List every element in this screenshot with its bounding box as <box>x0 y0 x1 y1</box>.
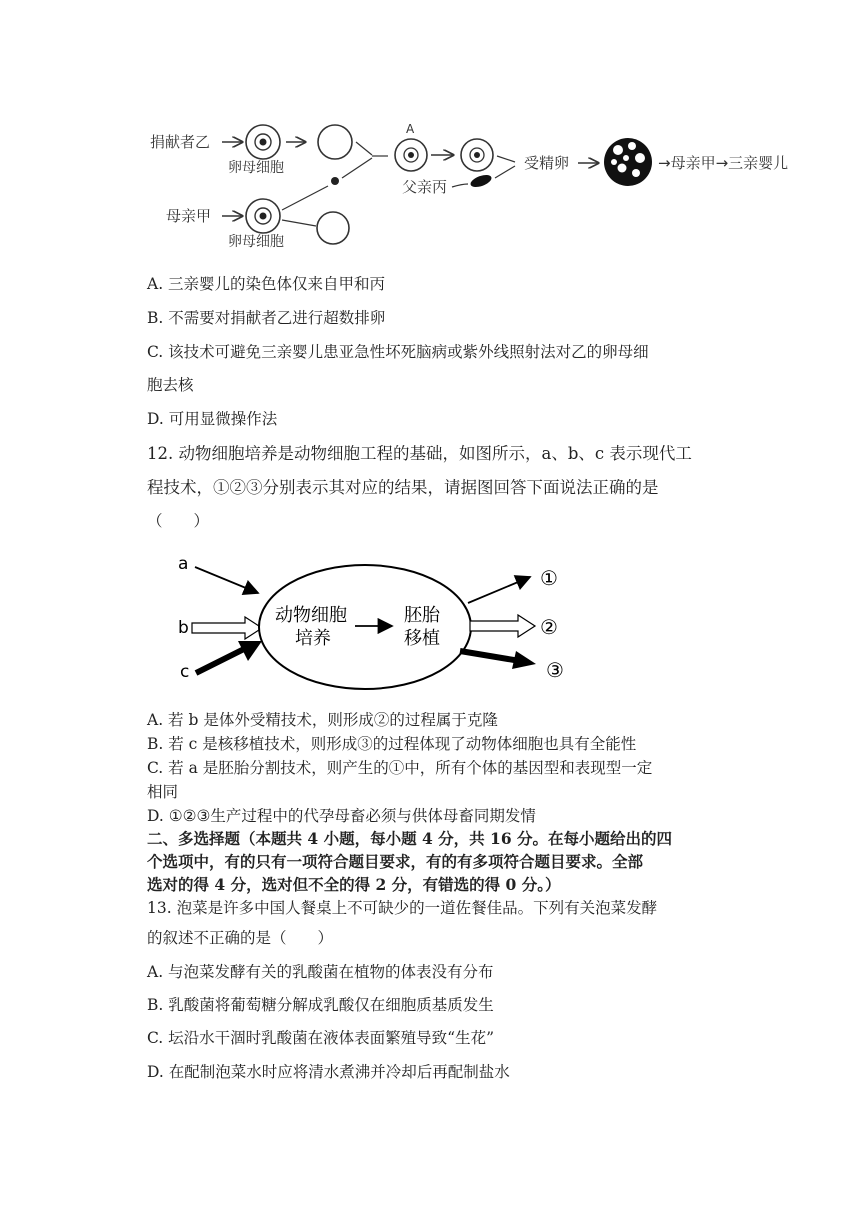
q12-option-d: D. ①②③生产过程中的代孕母畜必须与供体母畜同期发情 <box>147 807 536 825</box>
sperm <box>452 184 468 187</box>
culture-label-1: 动物细胞 <box>275 605 347 626</box>
donor-label: 捐献者乙 <box>150 133 211 151</box>
father-label: 父亲丙 <box>402 178 448 196</box>
result-label: →母亲甲→三亲婴儿 <box>658 154 789 172</box>
mother-nucleus <box>331 177 339 185</box>
input-c-label: c <box>180 662 190 682</box>
result-1: ① <box>540 566 558 590</box>
enucleated-donor-cell <box>318 125 352 159</box>
q12-answer-paren: （ ） <box>147 512 210 530</box>
fertilized-egg-label: 受精卵 <box>524 154 570 172</box>
transfer-label-2: 移植 <box>404 628 440 649</box>
q11-option-c: C. 该技术可避免三亲婴儿患亚急性坏死脑病或紫外线照射法对乙的卵母细 <box>147 343 649 361</box>
q12-option-c-cont: 相同 <box>147 783 179 801</box>
input-b-label: b <box>178 618 189 638</box>
transfer-label-1: 胚胎 <box>404 605 440 626</box>
q13-option-a: A. 与泡菜发酵有关的乳酸菌在植物的体表没有分布 <box>147 963 494 981</box>
q13-option-c: C. 坛沿水干涸时乳酸菌在液体表面繁殖导致“生花” <box>147 1029 495 1047</box>
process-ellipse <box>259 565 471 689</box>
input-a-label: a <box>178 554 189 574</box>
q12-stem-line2: 程技术，①②③分别表示其对应的结果，请据图回答下面说法正确的是 <box>147 478 659 497</box>
mother-label: 母亲甲 <box>166 207 212 225</box>
q12-option-b: B. 若 c 是核移植技术，则形成③的过程体现了动物体细胞也具有全能性 <box>147 735 637 753</box>
result-2: ② <box>540 615 558 639</box>
q11-option-d: D. 可用显微操作法 <box>147 410 278 428</box>
q13-stem-line1: 13. 泡菜是许多中国人餐桌上不可缺少的一道佐餐佳品。下列有关泡菜发酵 <box>147 899 658 917</box>
result-3: ③ <box>546 658 564 682</box>
q13-option-b: B. 乳酸菌将葡萄糖分解成乳酸仅在细胞质基质发生 <box>147 996 494 1014</box>
q12-stem-line1: 12. 动物细胞培养是动物细胞工程的基础，如图所示，a、b、c 表示现代工 <box>147 444 692 463</box>
animal-cell-engineering-diagram <box>0 545 860 705</box>
section2-heading-line1: 二、多选择题（本题共 4 小题，每小题 4 分，共 16 分。在每小题给出的四 <box>147 829 673 848</box>
oocyte-label-1: 卵母细胞 <box>228 160 284 176</box>
q11-option-b: B. 不需要对捐献者乙进行超数排卵 <box>147 309 386 327</box>
q13-stem-line2: 的叙述不正确的是（ ） <box>147 929 334 947</box>
early-embryo <box>604 138 652 186</box>
q12-option-c: C. 若 a 是胚胎分割技术，则产生的①中，所有个体的基因型和表现型一定 <box>147 759 653 777</box>
q12-option-a: A. 若 b 是体外受精技术，则形成②的过程属于克隆 <box>147 711 498 729</box>
q13-option-d: D. 在配制泡菜水时应将清水煮沸并冷却后再配制盐水 <box>147 1063 510 1081</box>
point-a: A <box>406 122 415 136</box>
q11-option-a: A. 三亲婴儿的染色体仅来自甲和丙 <box>147 275 386 293</box>
three-parent-baby-diagram <box>0 0 860 260</box>
mother-enucleated-cell <box>317 212 349 244</box>
q11-option-c-cont: 胞去核 <box>147 376 194 394</box>
section2-heading-line3: 选对的得 4 分，选对但不全的得 2 分，有错选的得 0 分。） <box>147 875 561 894</box>
culture-label-2: 培养 <box>295 628 331 649</box>
section2-heading-line2: 个选项中，有的只有一项符合题目要求，有的有多项符合题目要求。全部 <box>147 852 644 871</box>
oocyte-label-2: 卵母细胞 <box>228 234 284 250</box>
